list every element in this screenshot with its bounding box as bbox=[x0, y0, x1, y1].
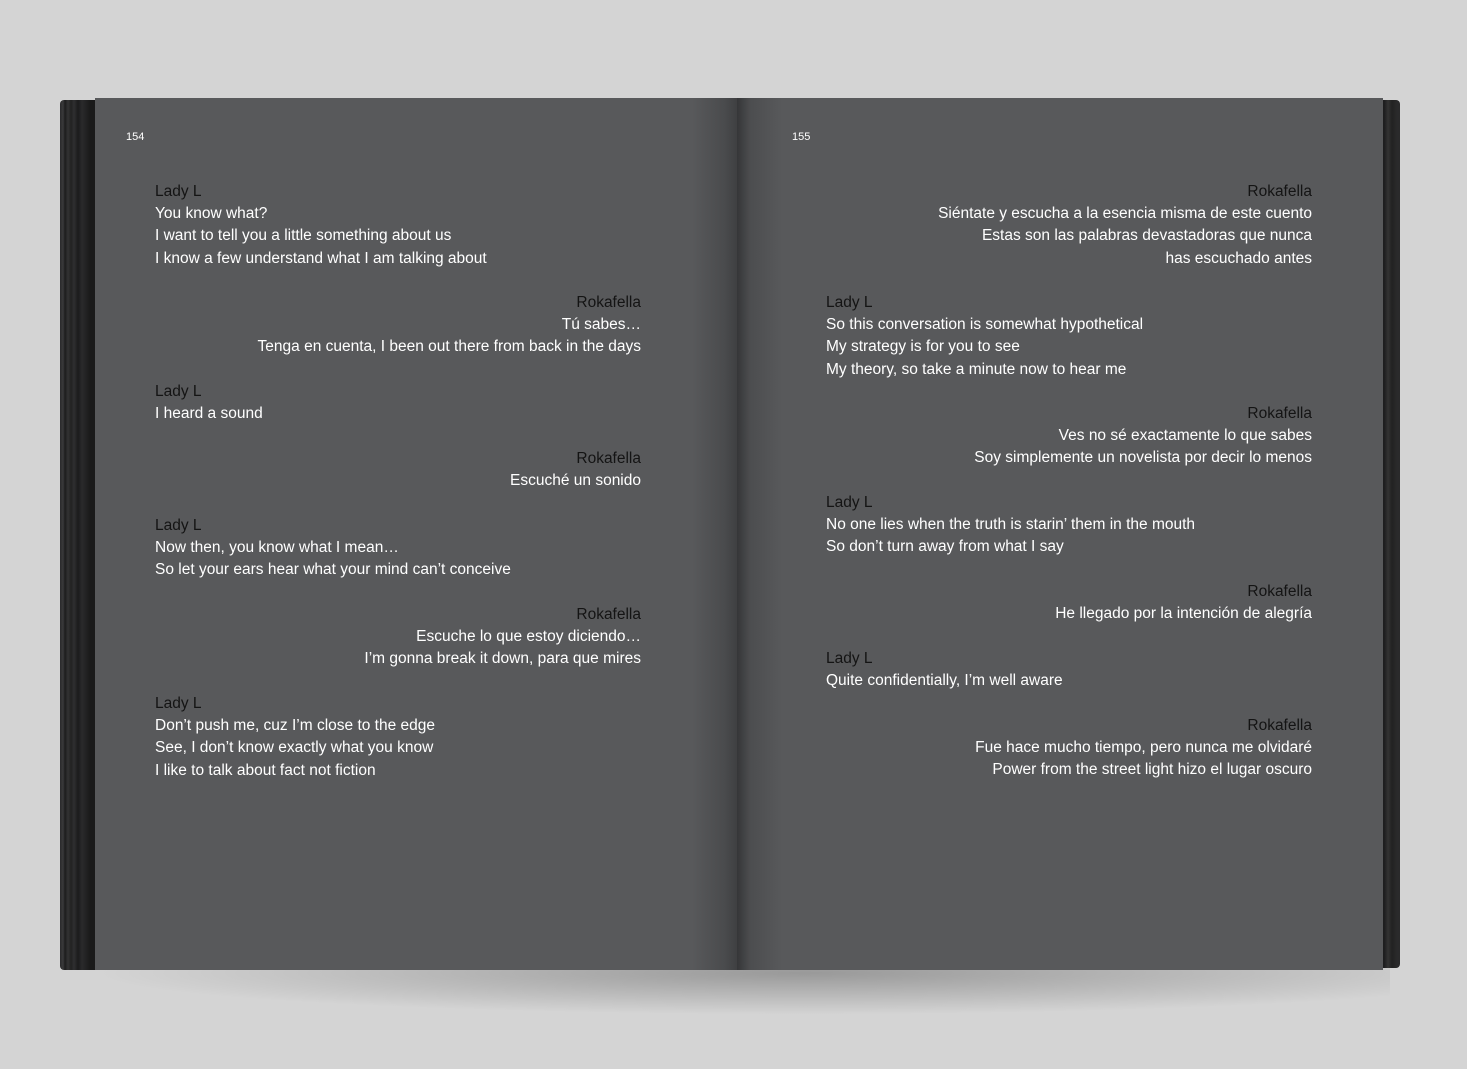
dialogue-line: I heard a sound bbox=[155, 405, 263, 423]
dialogue-line: My strategy is for you to see bbox=[826, 338, 1020, 356]
dialogue-block bbox=[826, 492, 1195, 559]
speaker-name: Lady L bbox=[826, 494, 873, 511]
speaker-name: Lady L bbox=[826, 294, 873, 311]
speaker-name: Lady L bbox=[155, 517, 202, 534]
dialogue-line: has escuchado antes bbox=[1165, 249, 1312, 267]
dialogue-line: I like to talk about fact not fiction bbox=[155, 761, 376, 779]
dialogue-block bbox=[155, 381, 263, 425]
speaker-name: Rokafella bbox=[1247, 183, 1312, 200]
dialogue-line: Tú sabes… bbox=[561, 316, 641, 334]
dialogue-block bbox=[510, 448, 641, 492]
dialogue-block bbox=[364, 604, 641, 671]
dialogue-line: Now then, you know what I mean… bbox=[155, 539, 399, 557]
dialogue-line: No one lies when the truth is starin’ them in the mouth bbox=[826, 516, 1196, 534]
page-number-right: 155 bbox=[792, 131, 811, 143]
dialogue-line: Escuche lo que estoy diciendo… bbox=[416, 628, 641, 646]
dialogue-line: You know what? bbox=[155, 205, 268, 223]
speaker-name: Lady L bbox=[155, 383, 202, 400]
dialogue-block bbox=[155, 515, 511, 582]
dialogue-line: Don’t push me, cuz I’m close to the edge bbox=[155, 717, 436, 735]
dialogue-line: So don’t turn away from what I say bbox=[826, 538, 1064, 556]
dialogue-line: Escuché un sonido bbox=[510, 472, 641, 490]
dialogue-line: Estas son las palabras devastadoras que nunca bbox=[981, 227, 1312, 245]
speaker-name: Rokafella bbox=[1247, 717, 1312, 734]
dialogue-block bbox=[974, 403, 1312, 470]
dialogue-line: See, I don’t know exactly what you know bbox=[155, 739, 434, 757]
dialogue-block bbox=[155, 181, 487, 270]
dialogue-block bbox=[155, 693, 435, 782]
speaker-name: Lady L bbox=[826, 650, 873, 667]
dialogue-line: I want to tell you a little something about us bbox=[155, 227, 452, 245]
dialogue-block bbox=[975, 715, 1312, 782]
speaker-name: Rokafella bbox=[576, 294, 641, 311]
speaker-name: Lady L bbox=[155, 695, 202, 712]
dialogue-line: I know a few understand what I am talking about bbox=[155, 249, 487, 267]
page-number-left: 154 bbox=[126, 131, 145, 143]
left-page-edges bbox=[60, 100, 100, 970]
dialogue-block bbox=[258, 292, 641, 359]
dialogue-line: So let your ears hear what your mind can’t conceive bbox=[155, 561, 511, 579]
dialogue-line: So this conversation is somewhat hypothetical bbox=[826, 316, 1144, 334]
dialogue-line: Quite confidentially, I’m well aware bbox=[826, 672, 1063, 690]
dialogue-line: Tenga en cuenta, I been out there from back in the days bbox=[257, 338, 641, 356]
speaker-name: Rokafella bbox=[576, 450, 641, 467]
speaker-name: Rokafella bbox=[1247, 405, 1312, 422]
dialogue-line: Fue hace mucho tiempo, pero nunca me olvidaré bbox=[975, 739, 1312, 757]
speaker-name: Lady L bbox=[155, 183, 202, 200]
dialogue-line: Power from the street light hizo el lugar oscuro bbox=[992, 761, 1312, 779]
dialogue-line: Soy simplemente un novelista por decir lo menos bbox=[974, 449, 1312, 467]
dialogue-block bbox=[938, 181, 1312, 270]
speaker-name: Rokafella bbox=[576, 606, 641, 623]
speaker-name: Rokafella bbox=[1247, 583, 1312, 600]
dialogue-line: I’m gonna break it down, para que mires bbox=[364, 650, 641, 668]
dialogue-block bbox=[826, 648, 1063, 692]
dialogue-line: Ves no sé exactamente lo que sabes bbox=[1058, 427, 1312, 445]
dialogue-line: My theory, so take a minute now to hear me bbox=[826, 360, 1127, 378]
dialogue-block bbox=[826, 292, 1143, 381]
dialogue-block bbox=[1055, 581, 1312, 625]
dialogue-line: Siéntate y escucha a la esencia misma de este cuento bbox=[938, 205, 1312, 223]
dialogue-line: He llegado por la intención de alegría bbox=[1055, 605, 1312, 623]
